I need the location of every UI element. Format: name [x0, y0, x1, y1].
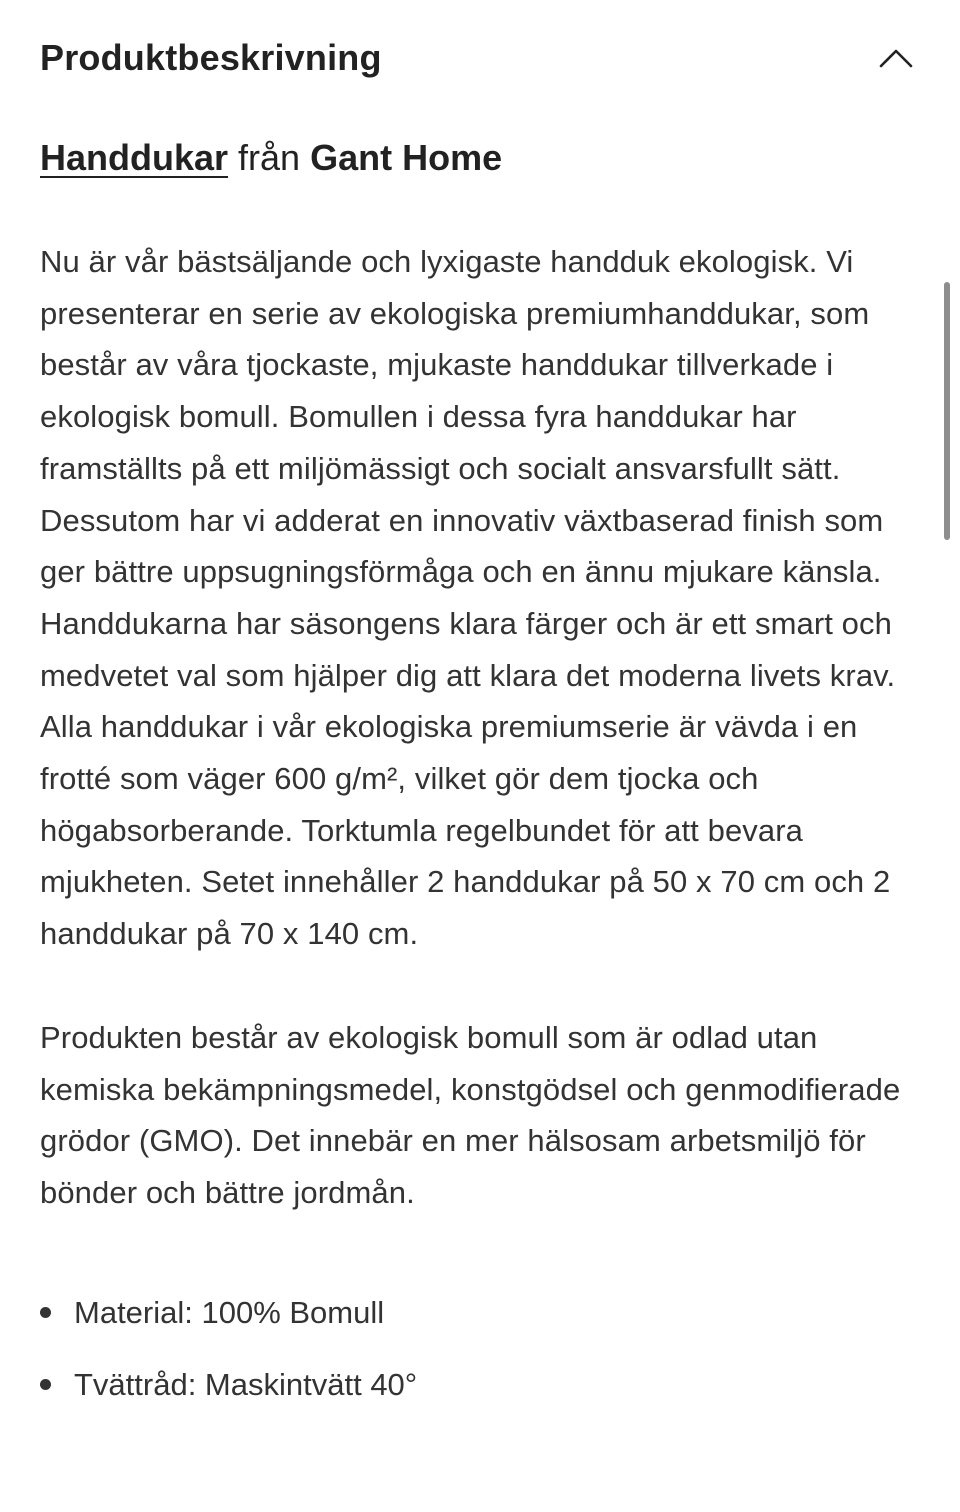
spec-material: Material: 100% Bomull	[74, 1294, 385, 1330]
list-item	[40, 1287, 920, 1339]
collapse-button[interactable]	[872, 34, 920, 82]
description-paragraph: Nu är vår bästsäljande och lyxigaste handduk ekologisk. Vi presenterar en serie av ekologiska premiumhanddukar, som består av våra tjockaste, mjukaste handdukar tillverkade i ekologisk bomull. Bomullen i dessa fyra handdukar har framställts på ett miljömässigt och socialt ansvarsfullt sätt. Dessutom har vi adderat en innovativ växtbaserad finish som ger bättre uppsugningsförmåga och en ännu mjukare känsla. Handdukarna har säsongens klara färger och är ett smart och medvetet val som hjälper dig att klara det moderna livets krav. Alla handdukar i vår ekologiska premiumserie är vävda i en frotté som väger 600 g/m², vilket gör dem tjocka och högabsorberande. Torktumla regelbundet för att bevara mjukheten. Setet innehåller 2 handdukar på 50 x 70 cm och 2 handdukar på 70 x 140 cm.	[40, 244, 896, 952]
section-title: Produktbeskrivning	[40, 37, 382, 78]
spec-care: Tvättråd: Maskintvätt 40°	[74, 1366, 418, 1402]
from-text: från	[228, 137, 311, 178]
spec-list	[40, 1287, 920, 1411]
chevron-up-icon	[878, 47, 914, 69]
bullet-icon	[40, 1379, 51, 1390]
product-description-content	[40, 132, 920, 1431]
scrollbar[interactable]	[944, 282, 950, 540]
list-item	[40, 1359, 920, 1411]
product-origin-line	[40, 132, 920, 184]
organic-info-paragraph: Produkten består av ekologisk bomull som är odlad utan kemiska bekämpningsmedel, konstgödsel och genmodifierade grödor (GMO). Det innebär en mer hälsosam arbetsmiljö för bönder och bättre jordmån.	[40, 1019, 901, 1210]
product-description-header[interactable]	[40, 30, 920, 86]
brand-name: Gant Home	[310, 137, 503, 178]
category-link[interactable]: Handdukar	[40, 137, 229, 178]
bullet-icon	[40, 1307, 51, 1318]
